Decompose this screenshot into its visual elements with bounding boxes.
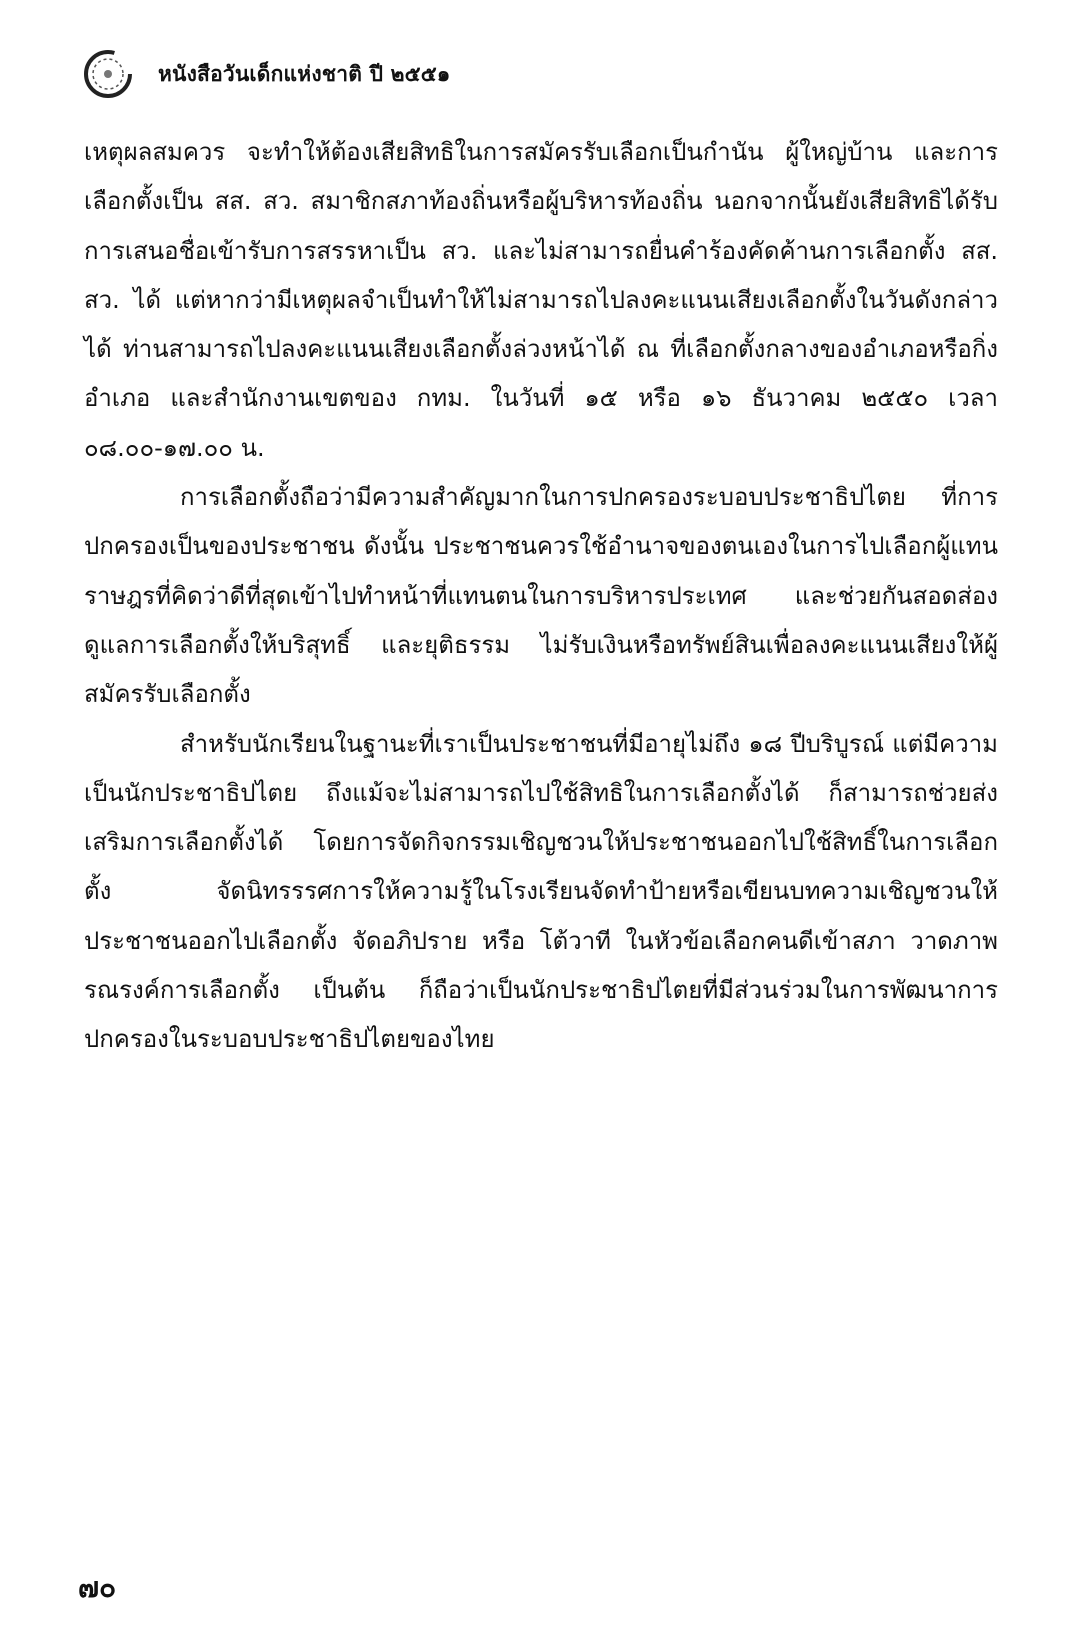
page-header [80, 44, 450, 104]
page-number: ๗๐ [78, 1571, 117, 1604]
paragraph-1: เหตุผลสมควร จะทำให้ต้องเสียสิทธิในการสมัครรับเลือกเป็นกำนัน ผู้ใหญ่บ้าน และการเลือกตั้งเป็น สส. สว. สมาชิกสภาท้องถิ่นหรือผู้บริหารท้องถิ่น นอกจากนั้นยังเสียสิทธิได้รับการเสนอชื่อเข้ารับการสรรหาเป็น สว. และไม่สามารถยื่นคำร้องคัดค้านการเลือกตั้ง สส. สว. ได้ แต่หากว่ามีเหตุผลจำเป็นทำให้ไม่สามารถไปลงคะแนนเสียงเลือกตั้งในวันดังกล่าวได้ ท่านสามารถไปลงคะแนนเสียงเลือกตั้งล่วงหน้าได้ ณ ที่เลือกตั้งกลางของอำเภอหรือกิ่งอำเภอ และสำนักงานเขตของ กทม. ในวันที่ ๑๕ หรือ ๑๖ ธันวาคม ๒๕๕๐ เวลา ๐๘.๐๐-๑๗.๐๐ น. [84, 138, 998, 462]
paragraph-3: สำหรับนักเรียนในฐานะที่เราเป็นประชาชนที่มีอายุไม่ถึง ๑๘ ปีบริบูรณ์ แต่มีความเป็นนักประชาธิปไตย ถึงแม้จะไม่สามารถไปใช้สิทธิในการเลือกตั้งได้ ก็สามารถช่วยส่งเสริมการเลือกตั้งได้ โดยการจัดกิจกรรมเชิญชวนให้ประชาชนออกไปใช้สิทธิ์ในการเลือกตั้ง จัดนิทรรรศการให้ความรู้ในโรงเรียนจัดทำป้ายหรือเขียนบทความเชิญชวนให้ประชาชนออกไปเลือกตั้ง จัดอภิปราย หรือ โต้วาที ในหัวข้อเลือกคนดีเข้าสภา วาดภาพรณรงค์การเลือกตั้ง เป็นต้น ก็ถือว่าเป็นนักประชาธิปไตยที่มีส่วนร่วมในการพัฒนาการปกครองในระบอบประชาธิปไตยของไทย [84, 729, 998, 1054]
body-text [84, 128, 998, 1065]
header-title: หนังสือวันเด็กแห่งชาติ ปี ๒๕๕๑ [158, 61, 451, 86]
circular-seal-icon [80, 46, 136, 102]
paragraph-2: การเลือกตั้งถือว่ามีความสำคัญมากในการปกครองระบอบประชาธิปไตย ที่การปกครองเป็นของประชาชน ดังนั้น ประชาชนควรใช้อำนาจของตนเองในการไปเลือกผู้แทนราษฎรที่คิดว่าดีที่สุดเข้าไปทำหน้าที่แทนตนในการบริหารประเทศ และช่วยกันสอดส่องดูแลการเลือกตั้งให้บริสุทธิ์ และยุติธรรม ไม่รับเงินหรือทรัพย์สินเพื่อลงคะแนนเสียงให้ผู้สมัครรับเลือกตั้ง [84, 483, 998, 709]
